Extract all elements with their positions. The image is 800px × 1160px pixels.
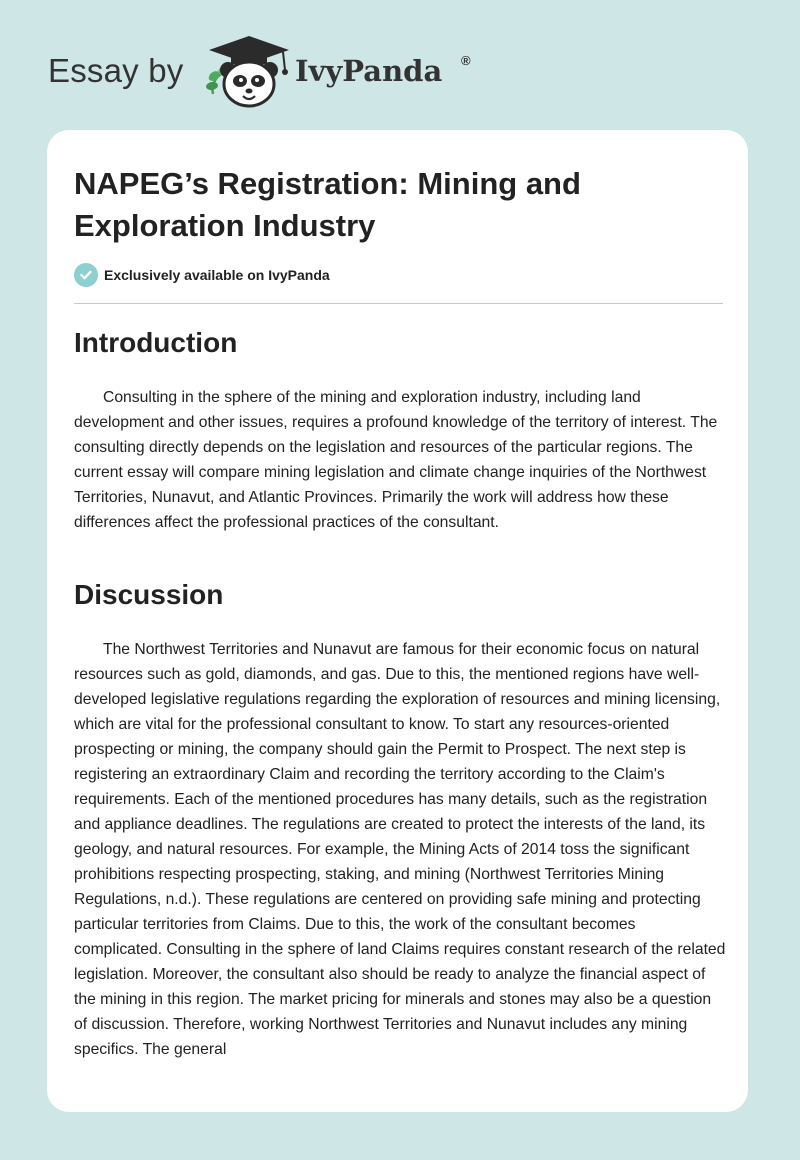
section-paragraph-introduction: Consulting in the sphere of the mining and exploration industry, including land development and other issues, requires a profound knowledge of the territory of interest. The consulting directly depends on the legislation and resources of the particular regions. The current essay will compare mining legislation and climate change inquiries of the Northwest Territories, Nunavut, and Atlantic Provinces. Primarily the work will address how these differences affect the professional practices of the consultant. <box>74 389 718 531</box>
exclusive-badge-label: Exclusively available on IvyPanda <box>104 267 330 283</box>
section-heading-introduction: Introduction <box>74 327 238 358</box>
title-divider <box>74 303 723 304</box>
essay-card <box>47 130 748 1112</box>
panda-graduate-icon <box>203 34 295 110</box>
brand-prefix: Essay by <box>48 52 184 89</box>
exclusive-badge <box>74 263 330 287</box>
brand-registered-mark: ® <box>461 53 471 68</box>
section-heading-discussion: Discussion <box>74 579 224 610</box>
site-brand[interactable] <box>48 34 508 110</box>
page-title: NAPEG’s Registration: Mining and Exploration Industry <box>74 166 581 243</box>
check-circle-icon <box>74 263 98 287</box>
section-paragraph-discussion: The Northwest Territories and Nunavut are famous for their economic focus on natural resources such as gold, diamonds, and gas. Due to this, the mentioned regions have well-developed legislative regulations regarding the exploration of resources and mining licensing, which are vital for the professional consultant to know. To start any resources-oriented prospecting or mining, the company should gain the Permit to Prospect. The next step is registering an extraordinary Claim and recording the territory according to the Claim's requirements. Each of the mentioned procedures has many details, such as the registration and appliance deadlines. The regulations are created to protect the interests of the land, its geology, and natural resources. For example, the Mining Acts of 2014 toss the significant prohibitions respecting prospecting, staking, and mining (Northwest Territories Mining Regulations, n.d.). These regulations are centered on providing safe mining and protecting particular territories from Claims. Due to this, the work of the consultant becomes complicated. Consulting in the sphere of land Claims requires constant research of the related legislation. Moreover, the consultant also should be ready to analyze the financial aspect of the mining in this region. The market pricing for minerals and stones may also be a question of discussion. Therefore, working Northwest Territories and Nunavut includes any mining specifics. The general <box>74 641 726 1058</box>
brand-name: IvyPanda <box>295 54 443 88</box>
